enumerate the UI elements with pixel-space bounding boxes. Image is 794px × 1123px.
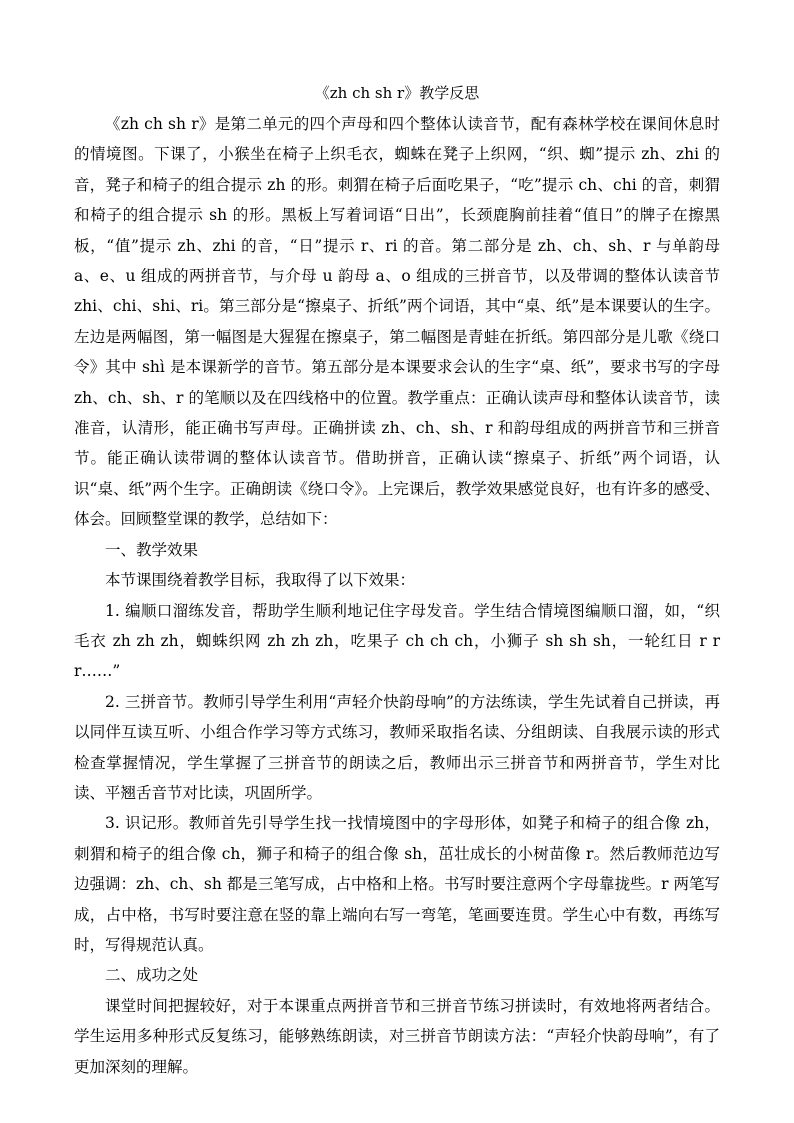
intro-paragraph: 《zh ch sh r》是第二单元的四个声母和四个整体认读音节，配有森林学校在课间休息时的情境图。下课了，小猴坐在椅子上织毛衣，蜘蛛在凳子上织网，“织、蜘”提示 zh、zhi 的音，凳子和椅子的组合提示 zh 的形。刺猬在椅子后面吃果子，“吃”提示 ch、chi 的音，刺猬和椅子的组合提示 sh 的形。黑板上写着词语“日出”，长颈鹿胸前挂着“值日”的牌子在擦黑板，“值”提示 zh、zhi 的音，“日”提示 r、ri 的音。第二部分是 zh、ch、sh、r 与单韵母 a、e、u 组成的两拼音节，与介母 u 韵母 a、o 组成的三拼音节，以及带调的整体认读音节 zhi、chi、shi、ri。第三部分是“擦桌子、折纸”两个词语，其中“桌、纸”是本课要认的生字。左边是两幅图，第一幅图是大猩猩在擦桌子，第二幅图是青蛙在折纸。第四部分是儿歌《绕口令》其中 shì 是本课新学的音节。第五部分是本课要求会认的生字“桌、纸”，要求书写的字母 zh、ch、sh、r 的笔顺以及在四线格中的位置。教学重点：正确认读声母和整体认读音节，读准音，认清形，能正确书写声母。正确拼读 zh、ch、sh、r 和韵母组成的两拼音节和三拼音节。能正确认读带调的整体认读音节。借助拼音，正确认读“擦桌子、折纸”两个词语，认识“桌、纸”两个生字。正确朗读《绕口令》。上完课后，教学效果感觉良好，也有许多的感受、体会。回顾整堂课的教学，总结如下： — [74, 115, 720, 529]
effect-point-3: 3. 识记形。教师首先引导学生找一找情境图中的字母形体，如凳子和椅子的组合像 zh，刺猬和椅子的组合像 ch，狮子和椅子的组合像 sh，茁壮成长的小树苗像 r。然后教师范边写边强调：zh、ch、sh 都是三笔写成，占中格和上格。书写时要注意两个字母靠拢些。r 两笔写成，占中格，书写时要注意在竖的靠上端向右写一弯笔，笔画要连贯。学生心中有数，再练写时，写得规范认真。 — [74, 814, 720, 954]
effect-point-1: 1. 编顺口溜练发音，帮助学生顺利地记住字母发音。学生结合情境图编顺口溜，如，“织毛衣 zh zh zh，蜘蛛织网 zh zh zh，吃果子 ch ch ch，小狮子 sh sh sh，一轮红日 r r r……” — [74, 601, 720, 681]
success-paragraph: 课堂时间把握较好，对于本课重点两拼音节和三拼音节练习拼读时，有效地将两者结合。学生运用多种形式反复练习，能够熟练朗读，对三拼音节朗读方法：“声轻介快韵母响”，有了更加深刻的理解。 — [74, 996, 720, 1076]
document-body — [74, 109, 720, 1082]
document-title: 《zh ch sh r》教学反思 — [314, 84, 480, 102]
section-heading-effects: 一、教学效果 — [105, 540, 199, 559]
effect-point-2: 2. 三拼音节。教师引导学生利用“声轻介快韵母响”的方法练读，学生先试着自己拼读，再以同伴互读互听、小组合作学习等方式练习，教师采取指名读、分组朗读、自我展示读的形式检查掌握情况，学生掌握了三拼音节的朗读之后，教师出示三拼音节和两拼音节，学生对比读、平翘舌音节对比读，巩固所学。 — [74, 692, 720, 802]
effects-lead-paragraph: 本节课围绕着教学目标，我取得了以下效果： — [105, 571, 416, 590]
section-heading-success: 二、成功之处 — [105, 966, 199, 985]
